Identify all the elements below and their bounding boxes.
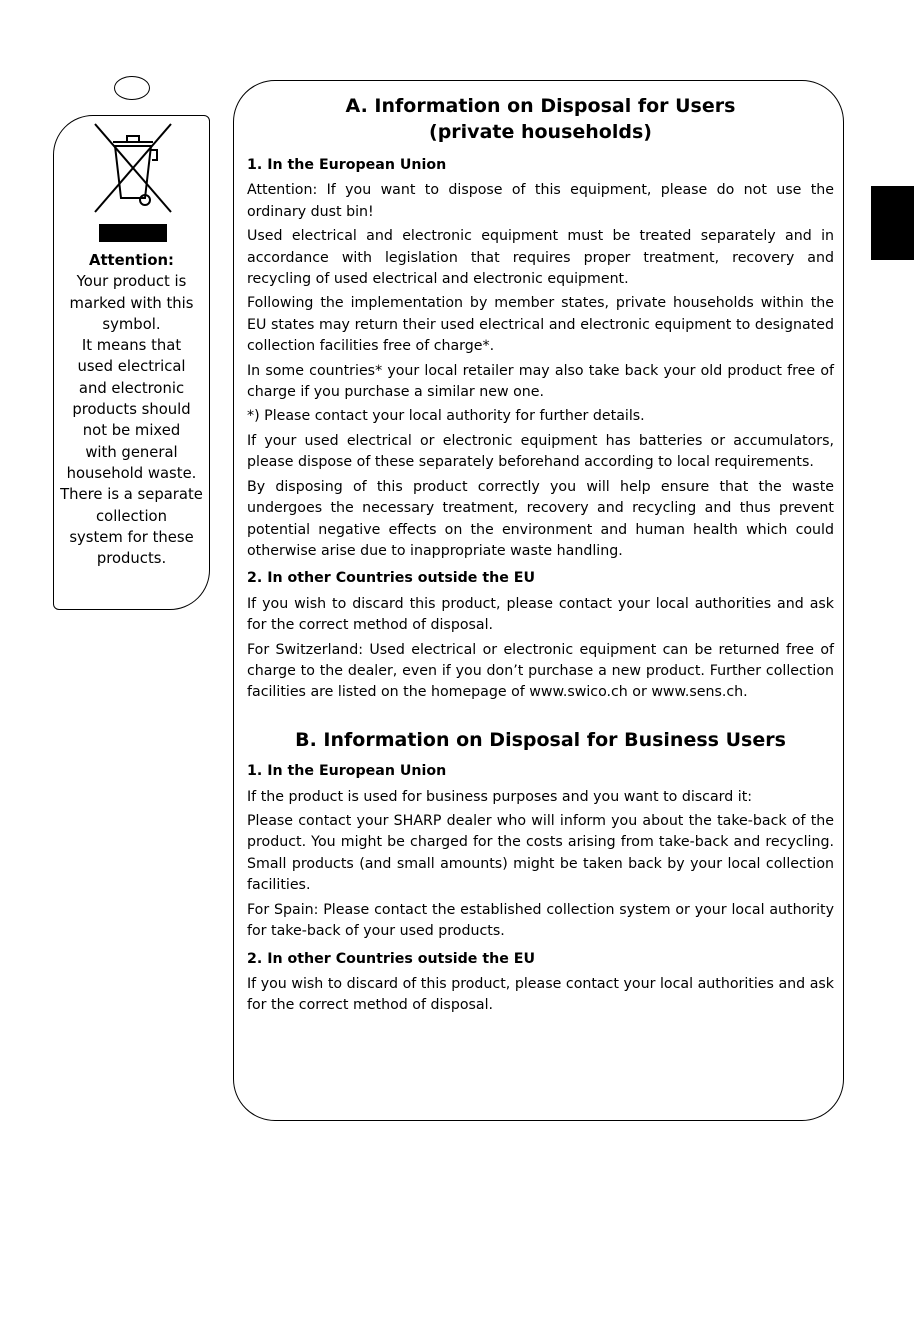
paragraph: If the product is used for business purposes and you want to discard it: — [247, 788, 753, 805]
section-a-title: A. Information on Disposal for Users (private households) — [345, 95, 736, 143]
paragraph: Attention: If you want to dispose of this equipment, please do not use the ordinary dust bin! — [247, 182, 834, 220]
attention-note — [54, 250, 209, 569]
language-indicator-circle — [114, 76, 150, 100]
attention-body: Your product is marked with this symbol. It means that used electrical and electronic products should not be mixed with general household waste. There is a separate collection system for these products. — [60, 273, 203, 568]
section-a-other-heading: 2. In other Countries outside the EU — [247, 570, 536, 587]
paragraph: Used electrical and electronic equipment must be treated separately and in accordance with legislation that requires proper treatment, recovery and recycling of used electrical and electronic equipment. — [247, 228, 834, 288]
paragraph: For Switzerland: Used electrical or electronic equipment can be returned free of charge to the dealer, even if you don’t purchase a new product. Further collection facilities are listed on the homepage of www.swico.ch or www.sens.ch. — [247, 641, 834, 701]
section-b-title: B. Information on Disposal for Business Users — [295, 728, 786, 751]
crossed-out-wheelie-bin-icon — [91, 120, 175, 220]
language-tab-marker — [871, 186, 914, 260]
wee-black-bar — [99, 224, 167, 242]
paragraph: If you wish to discard of this product, please contact your local authorities and ask for the correct method of disposal. — [247, 975, 834, 1014]
paragraph: If you wish to discard this product, please contact your local authorities and ask for the correct method of disposal. — [247, 595, 834, 634]
paragraph: In some countries* your local retailer may also take back your old product free of charge if you purchase a similar new one. — [247, 362, 834, 401]
paragraph: For Spain: Please contact the established collection system or your local authority for take-back of your used products. — [247, 901, 834, 940]
paragraph: *) Please contact your local authority for further details. — [247, 408, 645, 425]
paragraph: Following the implementation by member states, private households within the EU states may return their used electrical and electronic equipment to designated collection facilities free of charge*. — [247, 295, 834, 355]
paragraph: If your used electrical or electronic equipment has batteries or accumulators, please dispose of these separately beforehand according to local requirements. — [247, 432, 834, 471]
section-b-eu-heading: 1. In the European Union — [247, 763, 447, 780]
paragraph: By disposing of this product correctly you will help ensure that the waste undergoes the necessary treatment, recovery and recycling and thus prevent potential negative effects on the environment and human health which could otherwise arise due to inappropriate waste handling. — [247, 478, 834, 559]
section-a-eu-heading: 1. In the European Union — [247, 157, 447, 173]
attention-label: Attention: — [89, 252, 174, 269]
paragraph: Please contact your SHARP dealer who will inform you about the take-back of the product. You might be charged for the costs arising from take-back and recycling. Small products (and small amounts) might be taken back by your local collection facilities. — [247, 813, 834, 894]
disposal-info-content — [247, 94, 834, 1020]
attention-sidebar — [53, 115, 210, 610]
section-b-other-heading: 2. In other Countries outside the EU — [247, 950, 536, 967]
